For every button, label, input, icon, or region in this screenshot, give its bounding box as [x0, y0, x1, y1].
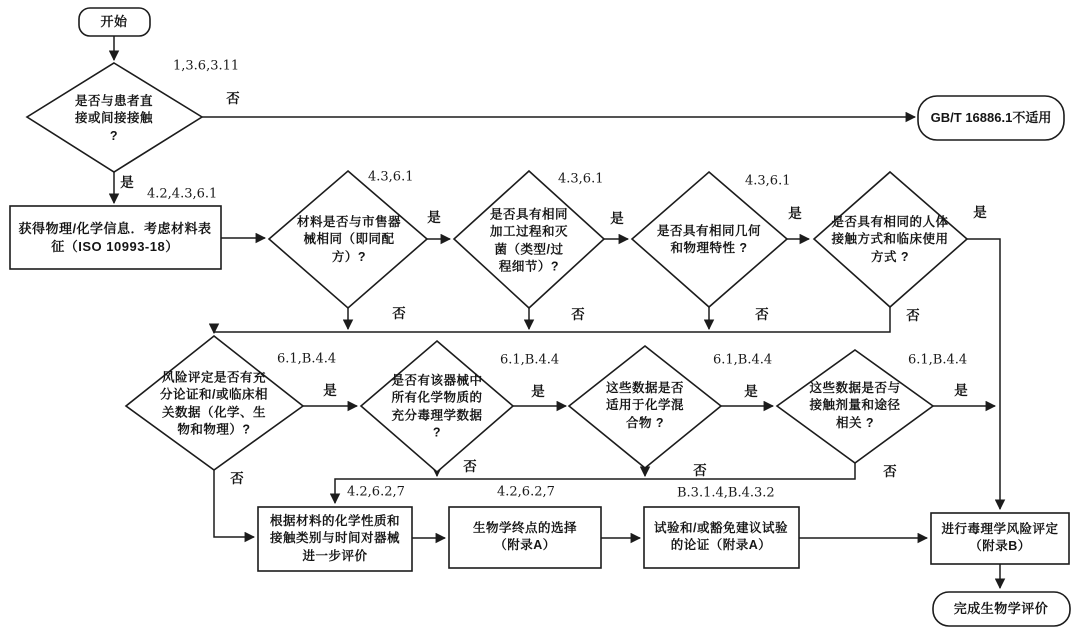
ref-same-geometry: 4.3,6.1 [745, 173, 791, 189]
yes-label-same-contact-use: 是 [973, 205, 987, 220]
terminal-start: 开始 [100, 14, 128, 30]
decision-risk-data: 风险评定是否有充分论证和/或临床相关数据（化学、生物和物理）? [160, 370, 268, 437]
process-test-justification: 试验和/或豁免建议试验的论证（附录A） [654, 520, 788, 552]
ref-same-process: 4.3,6.1 [558, 171, 604, 187]
ref-test-justification: B.3.1.4,B.4.3.2 [677, 485, 775, 501]
ref-risk-data: 6.1,B.4.4 [277, 351, 337, 367]
no-label-same-contact-use: 否 [906, 308, 920, 323]
ref-endpoint-selection: 4.2,6.2,7 [497, 484, 555, 500]
no-label-chemical-mixture: 否 [693, 463, 707, 478]
process-tox-risk-assessment: 进行毒理学风险评定（附录B） [941, 521, 1059, 553]
decision-dose-route: 这些数据是否与接触剂量和途径相关 ? [809, 381, 901, 430]
yes-label-same-material: 是 [427, 210, 441, 225]
yes-label-risk-data: 是 [323, 383, 337, 398]
connectors [114, 36, 1000, 588]
terminal-end: 完成生物学评价 [953, 601, 1049, 617]
decision-tox-data: 是否有该器械中所有化学物质的充分毒理学数据 ? [391, 373, 483, 440]
ref-dose-route: 6.1,B.4.4 [908, 352, 968, 368]
terminal-not-applicable: GB/T 16886.1不适用 [930, 110, 1052, 126]
ref-material-info: 4.2,4.3,6.1 [147, 186, 218, 202]
no-label-same-material: 否 [392, 306, 406, 321]
ref-further-evaluation: 4.2,6.2,7 [347, 484, 405, 500]
no-label-risk-data: 否 [230, 471, 244, 486]
yes-label-tox-data: 是 [531, 384, 545, 399]
no-label-same-geometry: 否 [755, 307, 769, 322]
ref-same-material: 4.3,6.1 [368, 169, 414, 185]
decision-patient-contact: 是否与患者直接或间接接触 ? [74, 94, 153, 143]
ref-chemical-mixture: 6.1,B.4.4 [713, 352, 773, 368]
process-endpoint-selection: 生物学终点的选择（附录A） [472, 520, 577, 552]
ref-tox-data: 6.1,B.4.4 [500, 352, 560, 368]
yes-label-patient-contact: 是 [120, 175, 134, 190]
decision-same-material: 材料是否与市售器械相同（即同配方）? [296, 215, 401, 264]
no-label-dose-route: 否 [883, 464, 897, 479]
yes-label-dose-route: 是 [954, 383, 968, 398]
no-label-same-process: 否 [571, 307, 585, 322]
no-label-tox-data: 否 [463, 459, 477, 474]
no-label-patient-contact: 否 [226, 91, 240, 106]
process-material-info: 获得物理/化学信息．考虑材料表征（ISO 10993-18） [18, 221, 212, 254]
decision-same-geometry: 是否具有相同几何和物理特性 ? [656, 223, 761, 255]
decision-chemical-mixture: 这些数据是否适用于化学混合物 ? [605, 381, 684, 430]
decision-same-contact-use: 是否具有相同的人体接触方式和临床使用方式 ? [831, 215, 949, 264]
ref-patient-contact: 1,3.6,3.11 [173, 58, 240, 74]
decision-same-process: 是否具有相同加工过程和灭菌（类型/过程细节）? [490, 207, 569, 274]
yes-label-chemical-mixture: 是 [744, 384, 758, 399]
yes-label-same-process: 是 [610, 211, 624, 226]
process-further-evaluation: 根据材料的化学性质和接触类别与时间对器械进一步评价 [269, 514, 400, 563]
yes-label-same-geometry: 是 [788, 206, 802, 221]
